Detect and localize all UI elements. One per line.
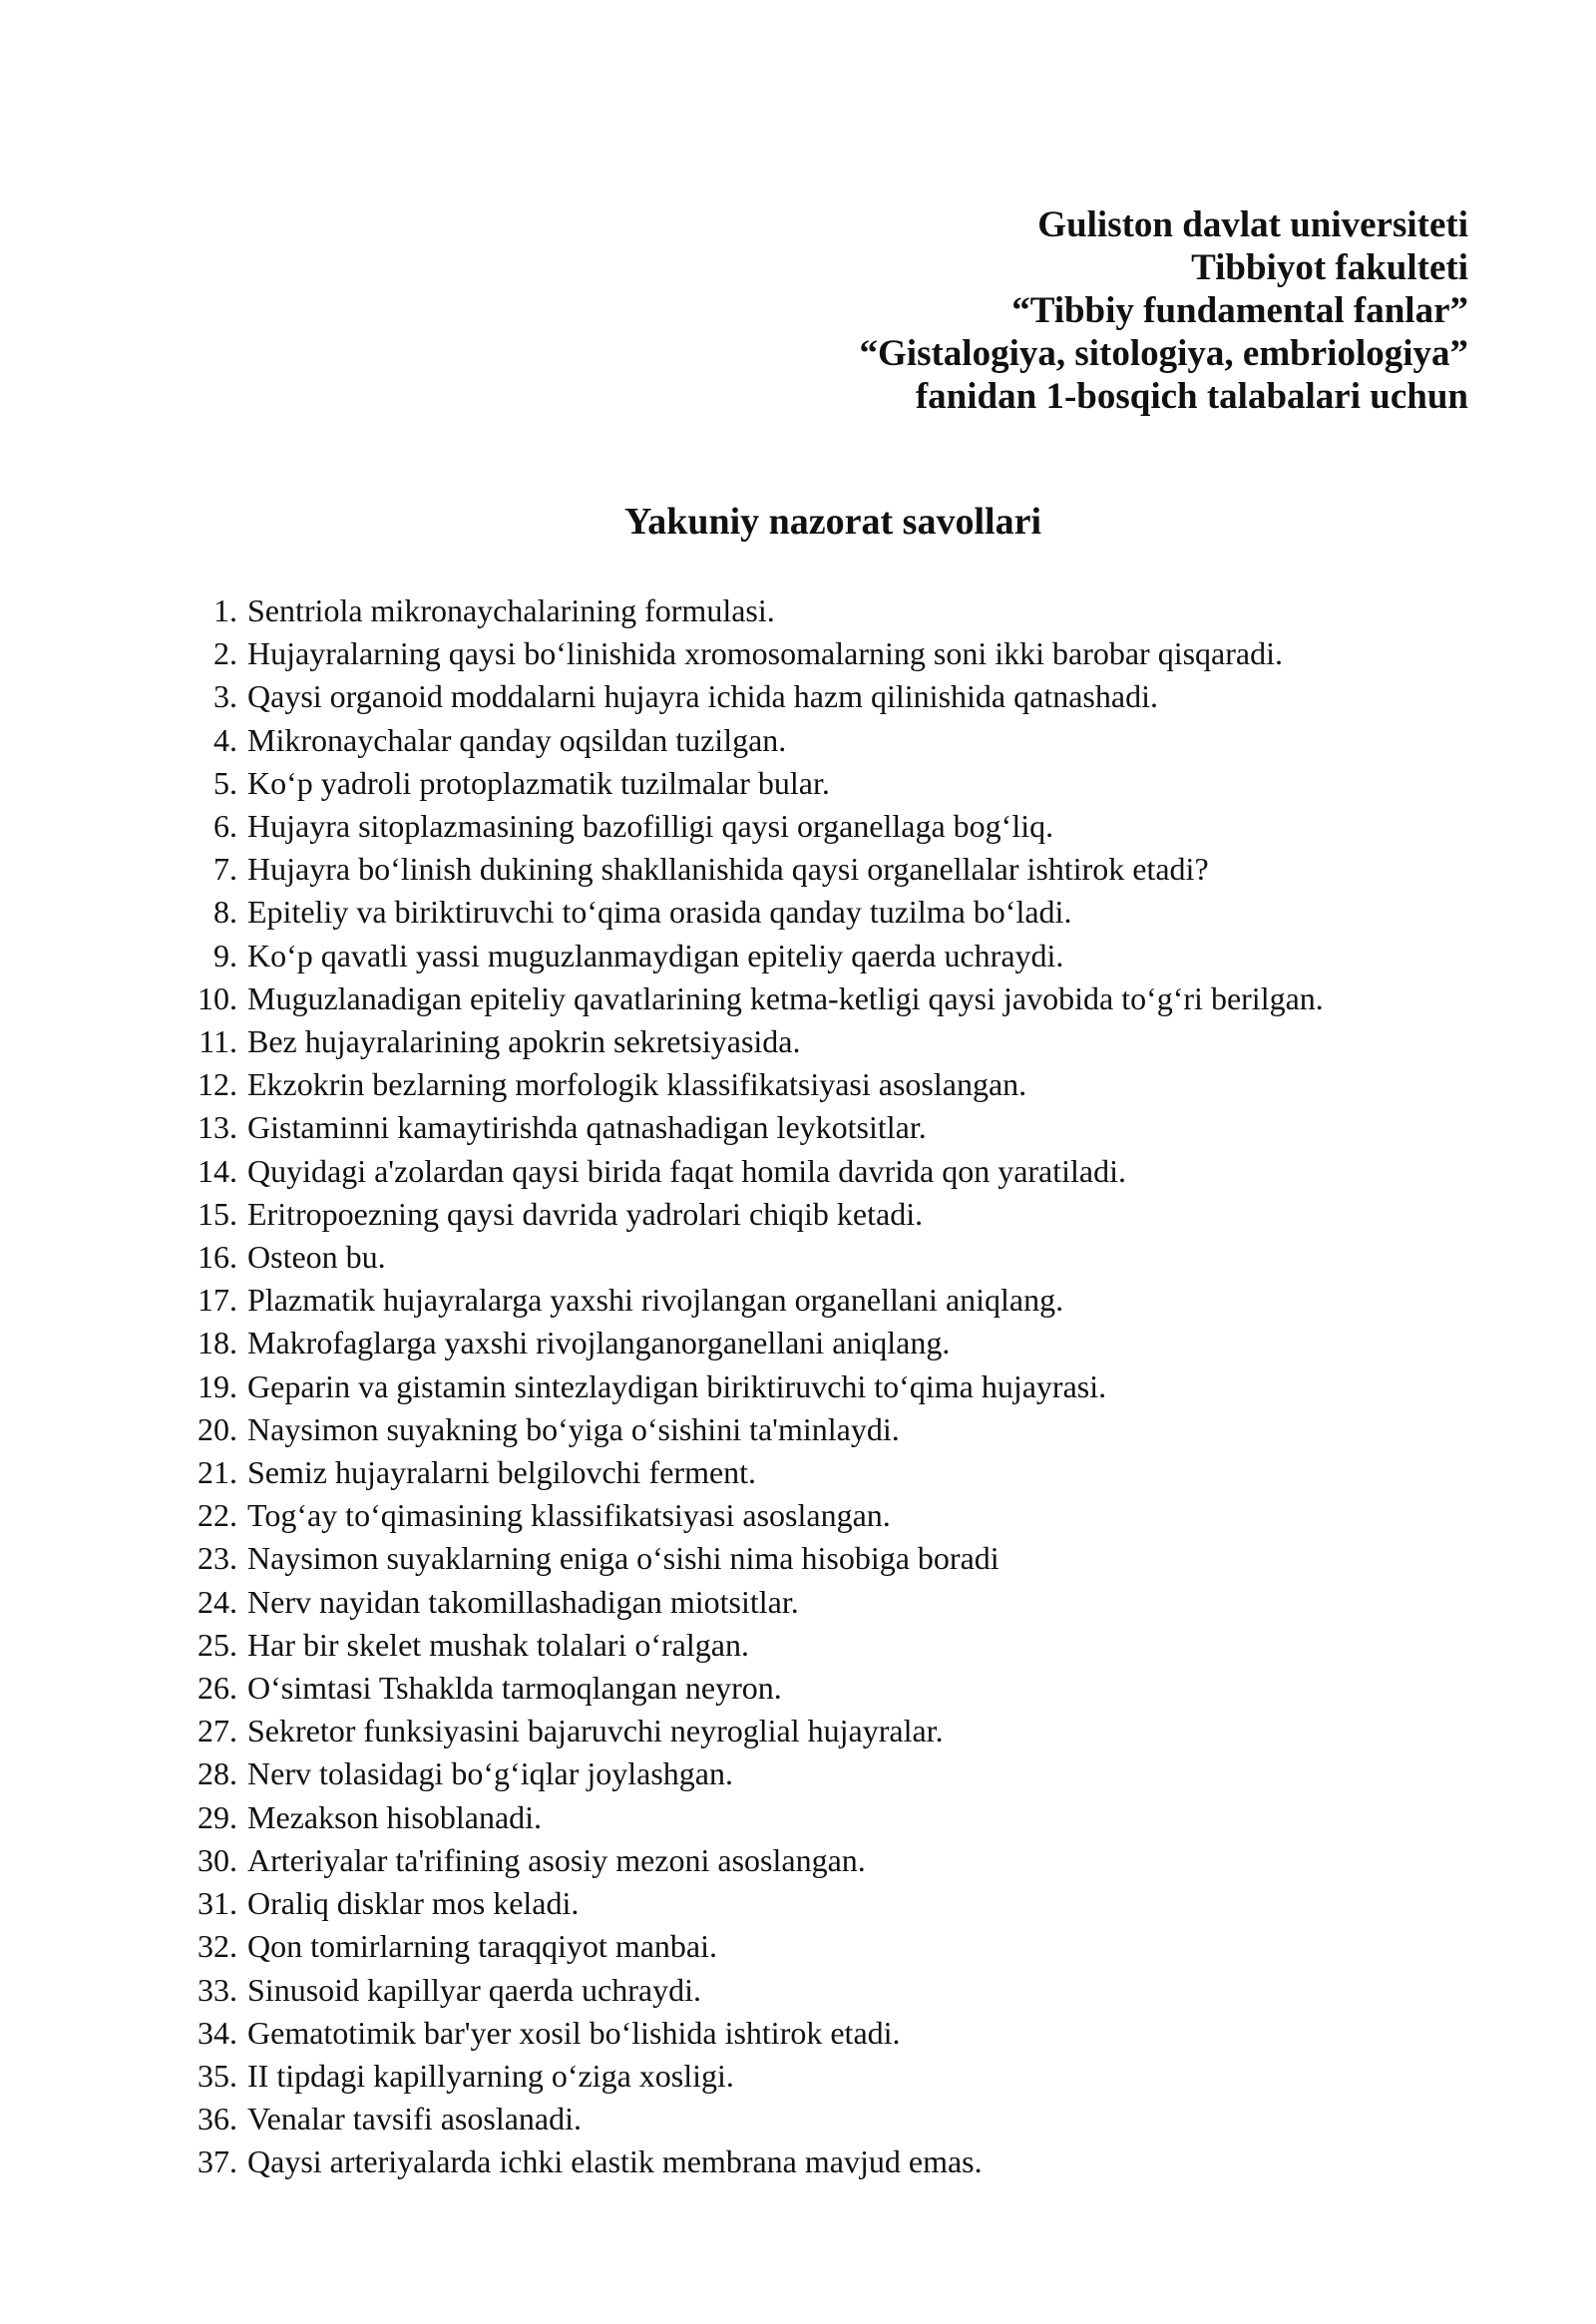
list-item — [182, 935, 1468, 977]
question-number: 13. — [198, 1109, 237, 1146]
question-number: 22. — [198, 1497, 237, 1534]
question-text: Sekretor funksiyasini bajaruvchi neyroglial hujayralar. — [247, 1713, 944, 1749]
question-text: Muguzlanadigan epiteliy qavatlarining ketma-ketligi qaysi javobida to‘g‘ri berilgan. — [247, 979, 1324, 1016]
list-item — [182, 1969, 1468, 2012]
question-number: 33. — [198, 1971, 237, 2008]
list-item — [182, 1624, 1468, 1667]
question-number: 9. — [213, 937, 237, 973]
question-text: Qaysi arteriyalarda ichki elastik membrana mavjud emas. — [247, 2143, 983, 2180]
list-item — [182, 1279, 1468, 1322]
question-text: Plazmatik hujayralarga yaxshi rivojlangan organellani aniqlang. — [247, 1282, 1064, 1319]
question-number: 3. — [213, 678, 237, 715]
list-item — [182, 1710, 1468, 1752]
question-number: 7. — [213, 851, 237, 888]
question-number: 23. — [198, 1540, 237, 1577]
question-number: 31. — [198, 1885, 237, 1922]
list-item — [182, 1236, 1468, 1279]
question-text: Sinusoid kapillyar qaerda uchraydi. — [247, 1971, 701, 2008]
question-text: Qon tomirlarning taraqqiyot manbai. — [247, 1928, 717, 1965]
question-text: Epiteliy va biriktiruvchi to‘qima orasida qanday tuzilma bo‘ladi. — [247, 894, 1072, 931]
question-number: 27. — [198, 1713, 237, 1749]
question-text: Mikronaychalar qanday oqsildan tuzilgan. — [247, 721, 787, 758]
question-text: Mezakson hisoblanadi. — [247, 1798, 543, 1835]
question-number: 12. — [198, 1066, 237, 1103]
list-item — [182, 1796, 1468, 1839]
list-item — [182, 1451, 1468, 1494]
question-number: 4. — [213, 721, 237, 758]
question-number: 20. — [198, 1410, 237, 1447]
list-item — [182, 1839, 1468, 1882]
list-item — [182, 1193, 1468, 1236]
question-text: Geparin va gistamin sintezlaydigan biriktiruvchi to‘qima hujayrasi. — [247, 1367, 1107, 1404]
question-number: 14. — [198, 1152, 237, 1189]
question-number: 16. — [198, 1239, 237, 1276]
question-number: 26. — [198, 1670, 237, 1707]
list-item — [182, 2140, 1468, 2183]
question-number: 28. — [198, 1755, 237, 1792]
question-number: 1. — [213, 592, 237, 628]
question-number: 21. — [198, 1454, 237, 1491]
question-text: Sentriola mikronaychalarining formulasi. — [247, 592, 775, 628]
list-item — [182, 1408, 1468, 1451]
list-item — [182, 2055, 1468, 2098]
list-item — [182, 1667, 1468, 1710]
question-number: 35. — [198, 2057, 237, 2094]
list-item — [182, 675, 1468, 718]
question-number: 18. — [198, 1325, 237, 1361]
question-text: Tog‘ay to‘qimasining klassifikatsiyasi asoslangan. — [247, 1497, 891, 1534]
header-line-department: “Tibbiy fundamental fanlar” — [1011, 290, 1468, 331]
question-text: Qaysi organoid moddalarni hujayra ichida hazm qilinishida qatnashadi. — [247, 678, 1158, 715]
question-number: 29. — [198, 1798, 237, 1835]
list-item — [182, 1494, 1468, 1537]
list-item — [182, 2098, 1468, 2140]
list-item — [182, 1322, 1468, 1364]
list-item — [182, 805, 1468, 848]
list-item — [182, 1752, 1468, 1795]
question-number: 34. — [198, 2014, 237, 2051]
question-text: Quyidagi a'zolardan qaysi birida faqat homila davrida qon yaratiladi. — [247, 1152, 1127, 1189]
question-text: Hujayra sitoplazmasining bazofilligi qaysi organellaga bog‘liq. — [247, 808, 1054, 845]
list-item — [182, 1581, 1468, 1624]
list-item — [182, 632, 1468, 675]
list-item — [182, 977, 1468, 1020]
question-number: 10. — [198, 979, 237, 1016]
question-number: 32. — [198, 1928, 237, 1965]
list-item — [182, 1925, 1468, 1968]
list-item — [182, 719, 1468, 762]
question-number: 25. — [198, 1626, 237, 1663]
question-text: Semiz hujayralarni belgilovchi ferment. — [247, 1454, 757, 1491]
question-text: Nerv tolasidagi bo‘g‘iqlar joylashgan. — [247, 1755, 733, 1792]
header-line-audience: fanidan 1-bosqich talabalari uchun — [915, 376, 1468, 417]
question-number: 19. — [198, 1367, 237, 1404]
question-text: Oraliq disklar mos keladi. — [247, 1885, 580, 1922]
question-text: Gematotimik bar'yer xosil bo‘lishida ishtirok etadi. — [247, 2014, 901, 2051]
question-text: Bez hujayralarining apokrin sekretsiyasida. — [247, 1023, 801, 1060]
question-number: 15. — [198, 1195, 237, 1232]
list-item — [182, 848, 1468, 891]
question-text: Arteriyalar ta'rifining asosiy mezoni asoslangan. — [247, 1841, 866, 1878]
list-item — [182, 1537, 1468, 1580]
header-line-faculty: Tibbiyot fakulteti — [1191, 247, 1468, 288]
header-line-subject: “Gistalogiya, sitologiya, embriologiya” — [859, 333, 1468, 374]
list-item — [182, 1063, 1468, 1106]
question-text: Eritropoezning qaysi davrida yadrolari chiqib ketadi. — [247, 1195, 924, 1232]
list-item — [182, 1106, 1468, 1149]
question-text: Naysimon suyaklarning eniga o‘sishi nima hisobiga boradi — [247, 1540, 999, 1577]
question-number: 37. — [198, 2143, 237, 2180]
list-item — [182, 1020, 1468, 1063]
document-header — [571, 203, 1468, 418]
page-title: Yakuniy nazorat savollari — [623, 501, 1042, 543]
question-number: 2. — [213, 635, 237, 672]
question-text: Ekzokrin bezlarning morfologik klassifikatsiyasi asoslangan. — [247, 1066, 1027, 1103]
question-text: II tipdagi kapillyarning o‘ziga xosligi. — [247, 2057, 734, 2094]
question-number: 6. — [213, 808, 237, 845]
question-number: 5. — [213, 764, 237, 801]
question-text: Har bir skelet mushak tolalari o‘ralgan. — [247, 1626, 749, 1663]
question-text: Naysimon suyakning bo‘yiga o‘sishini ta'minlaydi. — [247, 1410, 900, 1447]
question-number: 36. — [198, 2101, 237, 2137]
question-list — [182, 589, 1468, 2184]
question-number: 24. — [198, 1583, 237, 1620]
question-text: Makrofaglarga yaxshi rivojlanganorganellani aniqlang. — [247, 1325, 951, 1361]
question-number: 17. — [198, 1282, 237, 1319]
list-item — [182, 762, 1468, 805]
question-text: Gistaminni kamaytirishda qatnashadigan leykotsitlar. — [247, 1109, 927, 1146]
question-number: 11. — [199, 1023, 237, 1060]
question-text: Venalar tavsifi asoslanadi. — [247, 2101, 582, 2137]
question-text: Hujayralarning qaysi bo‘linishida xromosomalarning soni ikki barobar qisqaradi. — [247, 635, 1283, 672]
list-item — [182, 589, 1468, 632]
list-item — [182, 1150, 1468, 1193]
question-number: 30. — [198, 1841, 237, 1878]
question-text: Hujayra bo‘linish dukining shakllanishida qaysi organellalar ishtirok etadi? — [247, 851, 1209, 888]
list-item — [182, 891, 1468, 934]
question-text: Ko‘p yadroli protoplazmatik tuzilmalar bular. — [247, 764, 830, 801]
question-text: Osteon bu. — [247, 1239, 386, 1276]
list-item — [182, 1882, 1468, 1925]
question-text: Ko‘p qavatli yassi muguzlanmaydigan epiteliy qaerda uchraydi. — [247, 937, 1064, 973]
question-text: O‘simtasi Tshaklda tarmoqlangan neyron. — [247, 1670, 782, 1707]
question-text: Nerv nayidan takomillashadigan miotsitlar. — [247, 1583, 799, 1620]
question-number: 8. — [213, 894, 237, 931]
header-line-university: Guliston davlat universiteti — [1037, 204, 1468, 245]
list-item — [182, 2012, 1468, 2055]
list-item — [182, 1365, 1468, 1408]
